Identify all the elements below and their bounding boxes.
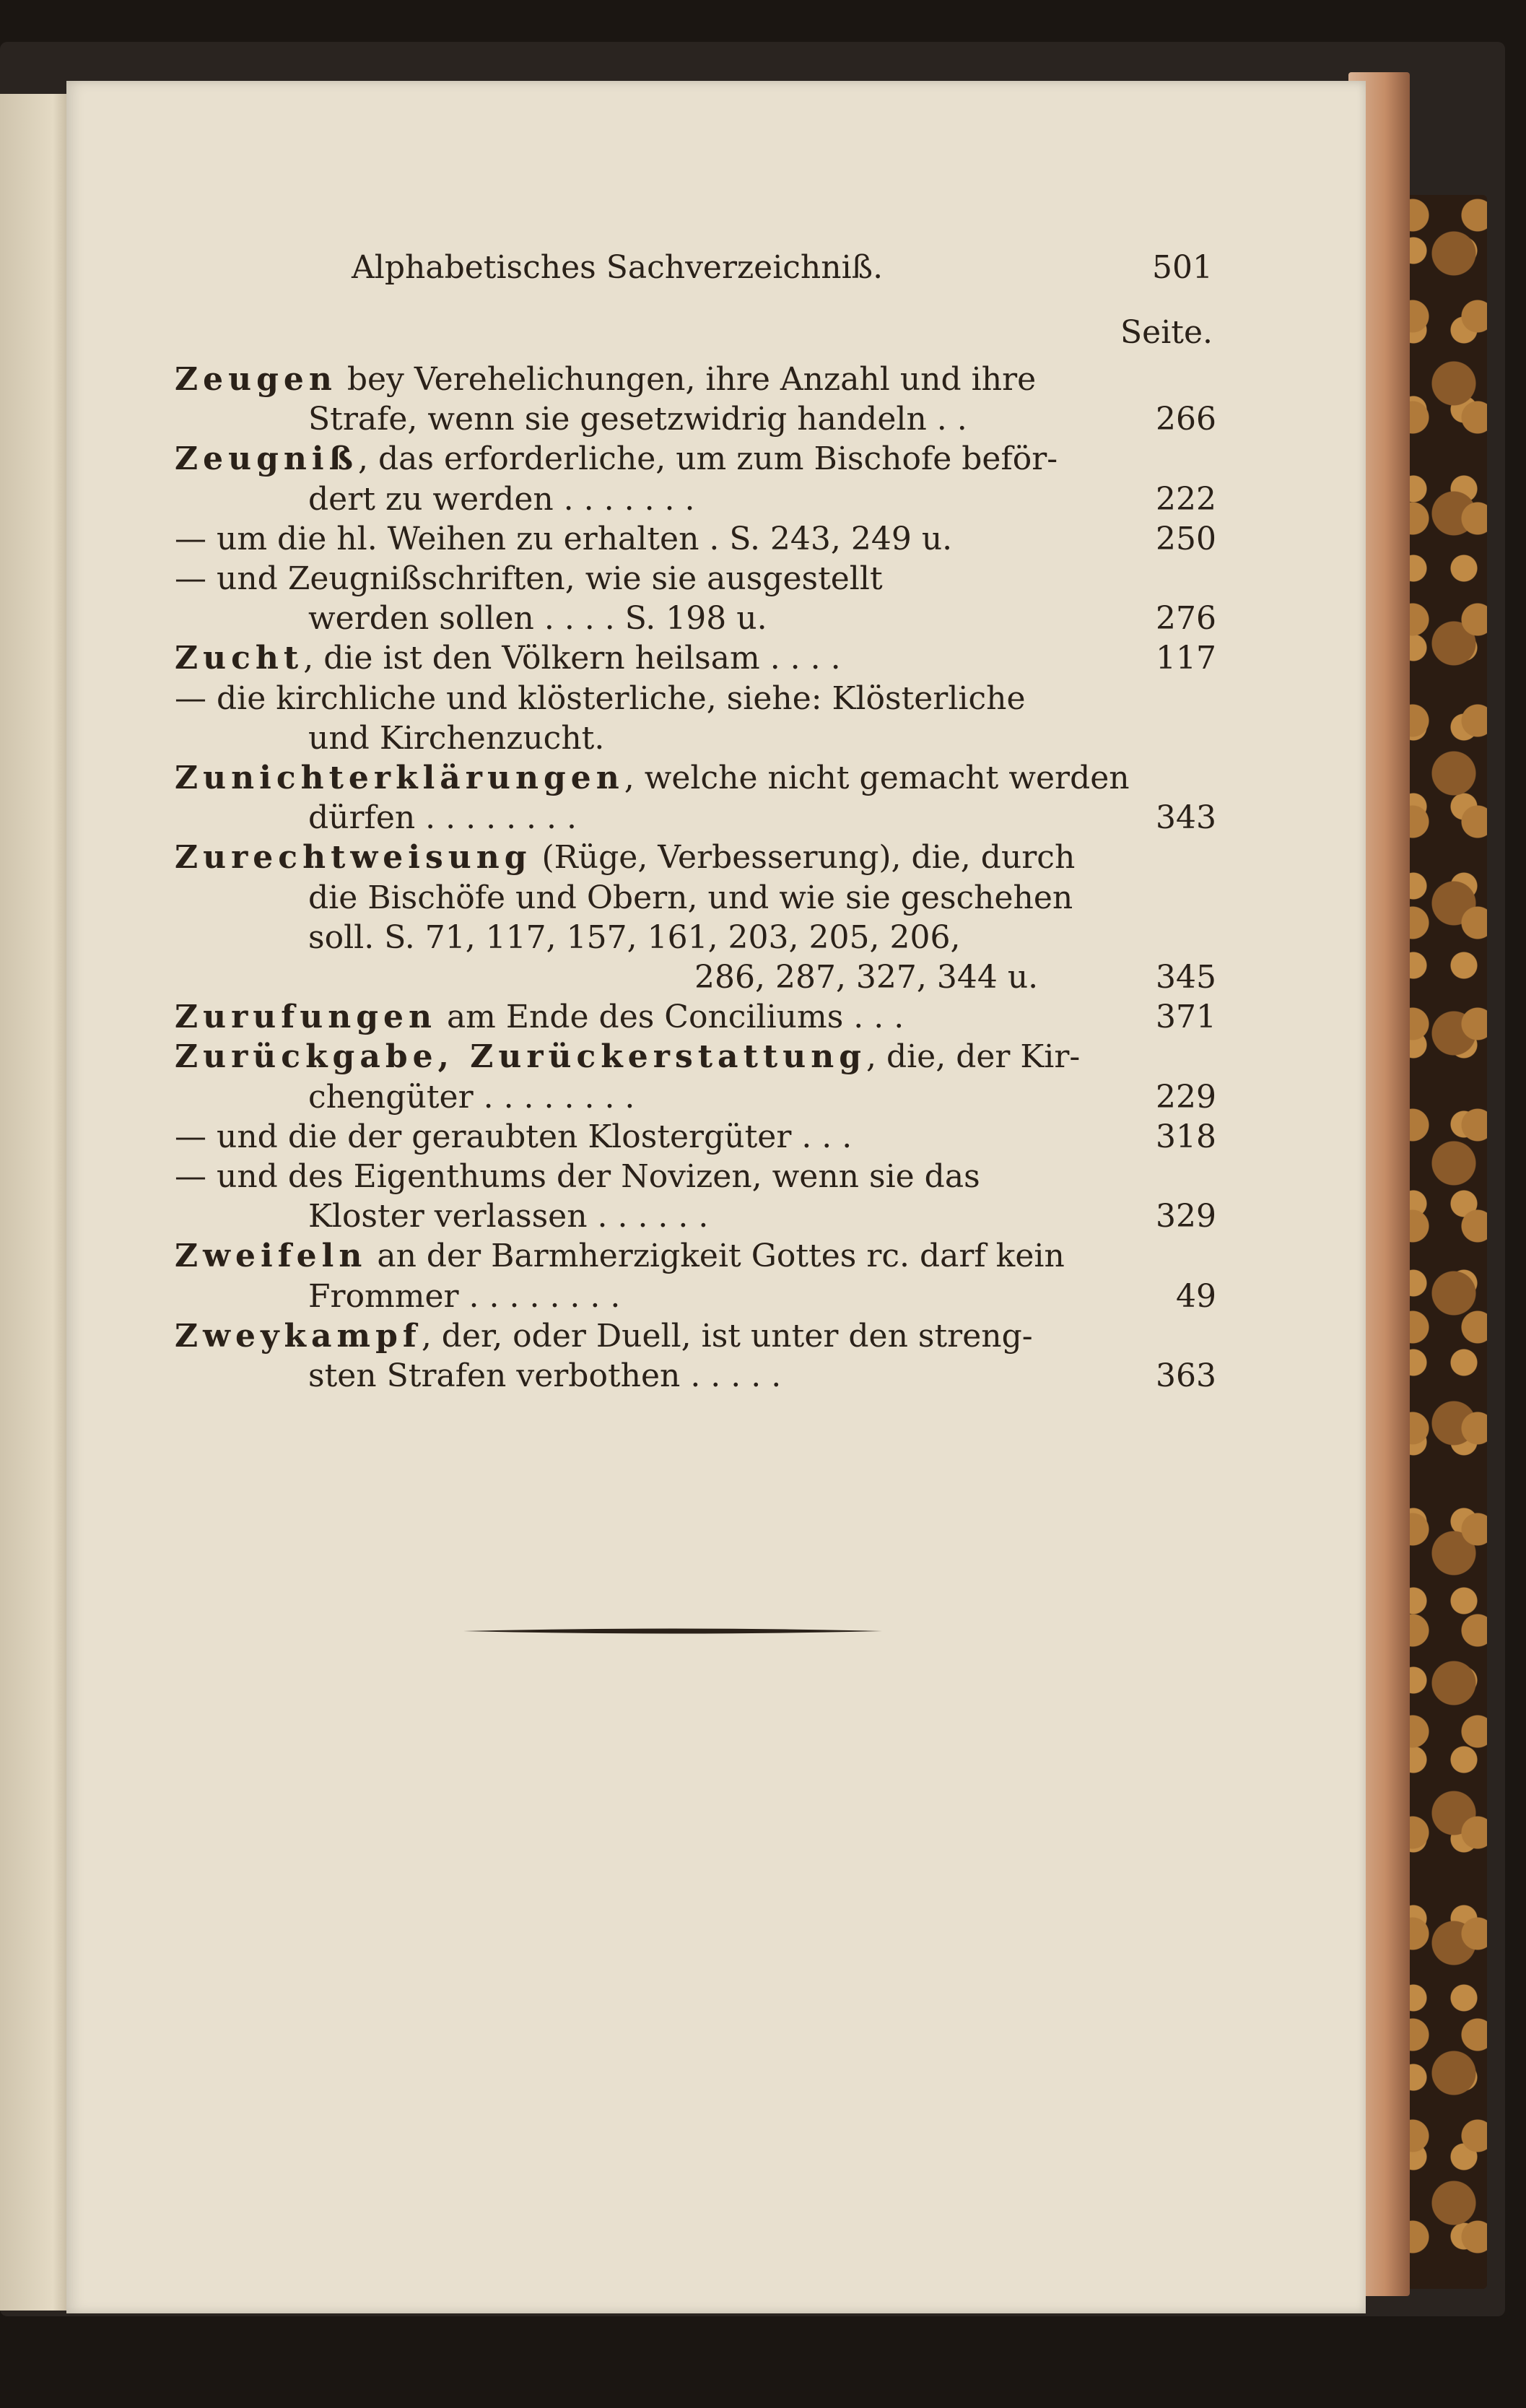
index-keyword: Zeugniß — [175, 440, 359, 478]
index-keyword: Zucht — [175, 640, 304, 677]
index-text: — und Zeugnißschriften, wie sie ausgestellt — [175, 560, 883, 597]
index-line-text — [694, 957, 1038, 999]
index-text: und Kirchenzucht. — [308, 719, 605, 757]
page-reference: 363 — [1156, 1357, 1216, 1394]
index-line — [66, 757, 1366, 799]
index-line — [66, 1196, 1366, 1238]
index-text: — und des Eigenthums der Novizen, wenn sie das — [175, 1158, 980, 1195]
index-line — [66, 837, 1366, 879]
index-text: die Bischöfe und Obern, und wie sie geschehen — [308, 879, 1073, 916]
index-text: chengüter . . . . . . . . — [308, 1078, 635, 1116]
index-text: Strafe, wenn sie gesetzwidrig handeln . . — [308, 401, 967, 438]
index-line — [66, 399, 1366, 440]
index-line-text — [175, 438, 1058, 480]
index-text: , das erforderliche, um zum Bischofe beför- — [358, 440, 1058, 478]
index-text: 286, 287, 327, 344 u. — [694, 959, 1039, 996]
index-line — [66, 678, 1366, 720]
page-reference: 345 — [1156, 959, 1216, 996]
index-line-text — [308, 1276, 620, 1318]
index-text: am Ende des Conciliums . . . — [436, 999, 904, 1036]
index-line-text — [175, 558, 883, 600]
index-text: , der, oder Duell, ist unter den streng- — [421, 1317, 1033, 1355]
facing-page-edge — [0, 94, 76, 2311]
index-text: dürfen . . . . . . . . — [308, 799, 577, 837]
page-reference: 222 — [1156, 480, 1216, 518]
index-line — [66, 1116, 1366, 1158]
index-line-text — [308, 1077, 635, 1118]
index-line — [66, 558, 1366, 600]
index-text: werden sollen . . . . S. 198 u. — [308, 600, 767, 638]
index-line-text — [175, 1156, 980, 1198]
index-line-text — [308, 1196, 708, 1238]
index-line — [66, 1276, 1366, 1318]
page-reference: 266 — [1156, 401, 1216, 438]
index-line-text — [308, 479, 695, 521]
index-line — [66, 877, 1366, 919]
index-line-text — [308, 718, 604, 760]
index-line — [66, 438, 1366, 480]
running-head — [66, 247, 1366, 289]
index-line — [66, 718, 1366, 760]
index-keyword: Zurechtweisung — [175, 839, 532, 877]
index-text: (Rüge, Verbesserung), die, durch — [531, 839, 1076, 877]
index-text: — die kirchliche und klösterliche, siehe: Klösterliche — [175, 679, 1026, 717]
index-line-text — [308, 598, 767, 640]
index-line-text — [175, 1116, 852, 1158]
page-reference: 329 — [1156, 1198, 1216, 1235]
index-line-text — [175, 996, 904, 1038]
page-reference: 343 — [1156, 799, 1216, 837]
index-line-text — [308, 797, 577, 839]
index-keyword: Zurückgabe, Zurückerstattung — [175, 1038, 866, 1076]
column-label: Seite. — [1120, 314, 1213, 351]
index-line-text — [175, 837, 1075, 879]
end-ornament-rule — [463, 1626, 882, 1636]
index-line-text — [308, 917, 960, 959]
index-text: soll. S. 71, 117, 157, 161, 203, 205, 206, — [308, 918, 961, 956]
index-keyword: Zunichterklärungen — [175, 760, 624, 796]
index-line — [66, 917, 1366, 959]
index-text: — und die der geraubten Klostergüter . . . — [175, 1118, 853, 1155]
index-line-text — [175, 359, 1036, 401]
index-text: bey Verehelichungen, ihre Anzahl und ihre — [336, 361, 1037, 398]
index-line — [66, 996, 1366, 1038]
page-reference: 371 — [1156, 999, 1216, 1036]
index-line — [66, 1077, 1366, 1118]
index-line-text — [175, 518, 952, 560]
index-line — [66, 1156, 1366, 1198]
index-line — [66, 638, 1366, 679]
index-line-text — [175, 638, 841, 679]
index-text: , die, der Kir- — [866, 1038, 1081, 1076]
index-line — [66, 957, 1366, 999]
index-line — [66, 797, 1366, 839]
index-text: , welche nicht gemacht werden — [624, 760, 1130, 796]
index-line-text — [175, 1316, 1033, 1357]
index-line-text — [308, 1355, 781, 1397]
index-line-text — [175, 757, 1130, 799]
index-line — [66, 1355, 1366, 1397]
page-reference: 49 — [1176, 1277, 1216, 1315]
index-keyword: Zweifeln — [175, 1238, 367, 1275]
index-text: Frommer . . . . . . . . — [308, 1277, 621, 1315]
index-line-text — [175, 1235, 1065, 1277]
index-keyword: Zeugen — [175, 361, 337, 398]
column-label-row — [66, 312, 1366, 354]
index-text: sten Strafen verbothen . . . . . — [308, 1357, 782, 1394]
page-reference: 117 — [1156, 640, 1216, 677]
page-reference: 276 — [1156, 600, 1216, 638]
index-line — [66, 518, 1366, 560]
page-number: 501 — [1152, 249, 1213, 286]
index-text: , die ist den Völkern heilsam . . . . — [303, 640, 841, 677]
index-text: Kloster verlassen . . . . . . — [308, 1198, 709, 1235]
index-line — [66, 598, 1366, 640]
index-line — [66, 1235, 1366, 1277]
page-reference: 318 — [1156, 1118, 1216, 1155]
page-reference: 250 — [1156, 520, 1216, 557]
index-line — [66, 1036, 1366, 1078]
index-keyword: Zurufungen — [175, 999, 437, 1036]
page-reference: 229 — [1156, 1078, 1216, 1116]
index-keyword: Zweykampf — [175, 1317, 422, 1355]
index-line — [66, 359, 1366, 401]
index-line-text — [308, 877, 1073, 919]
index-line-text — [175, 1036, 1080, 1078]
index-text: an der Barmherzigkeit Gottes rc. darf kein — [367, 1238, 1065, 1275]
index-line — [66, 1316, 1366, 1357]
page-title: Alphabetisches Sachverzeichniß. — [352, 249, 884, 286]
index-line — [66, 479, 1366, 521]
index-text: dert zu werden . . . . . . . — [308, 480, 695, 518]
book-page — [66, 81, 1366, 2313]
index-line-text — [308, 399, 967, 440]
index-line-text — [175, 678, 1025, 720]
index-text: — um die hl. Weihen zu erhalten . S. 243, 249 u. — [175, 520, 953, 557]
